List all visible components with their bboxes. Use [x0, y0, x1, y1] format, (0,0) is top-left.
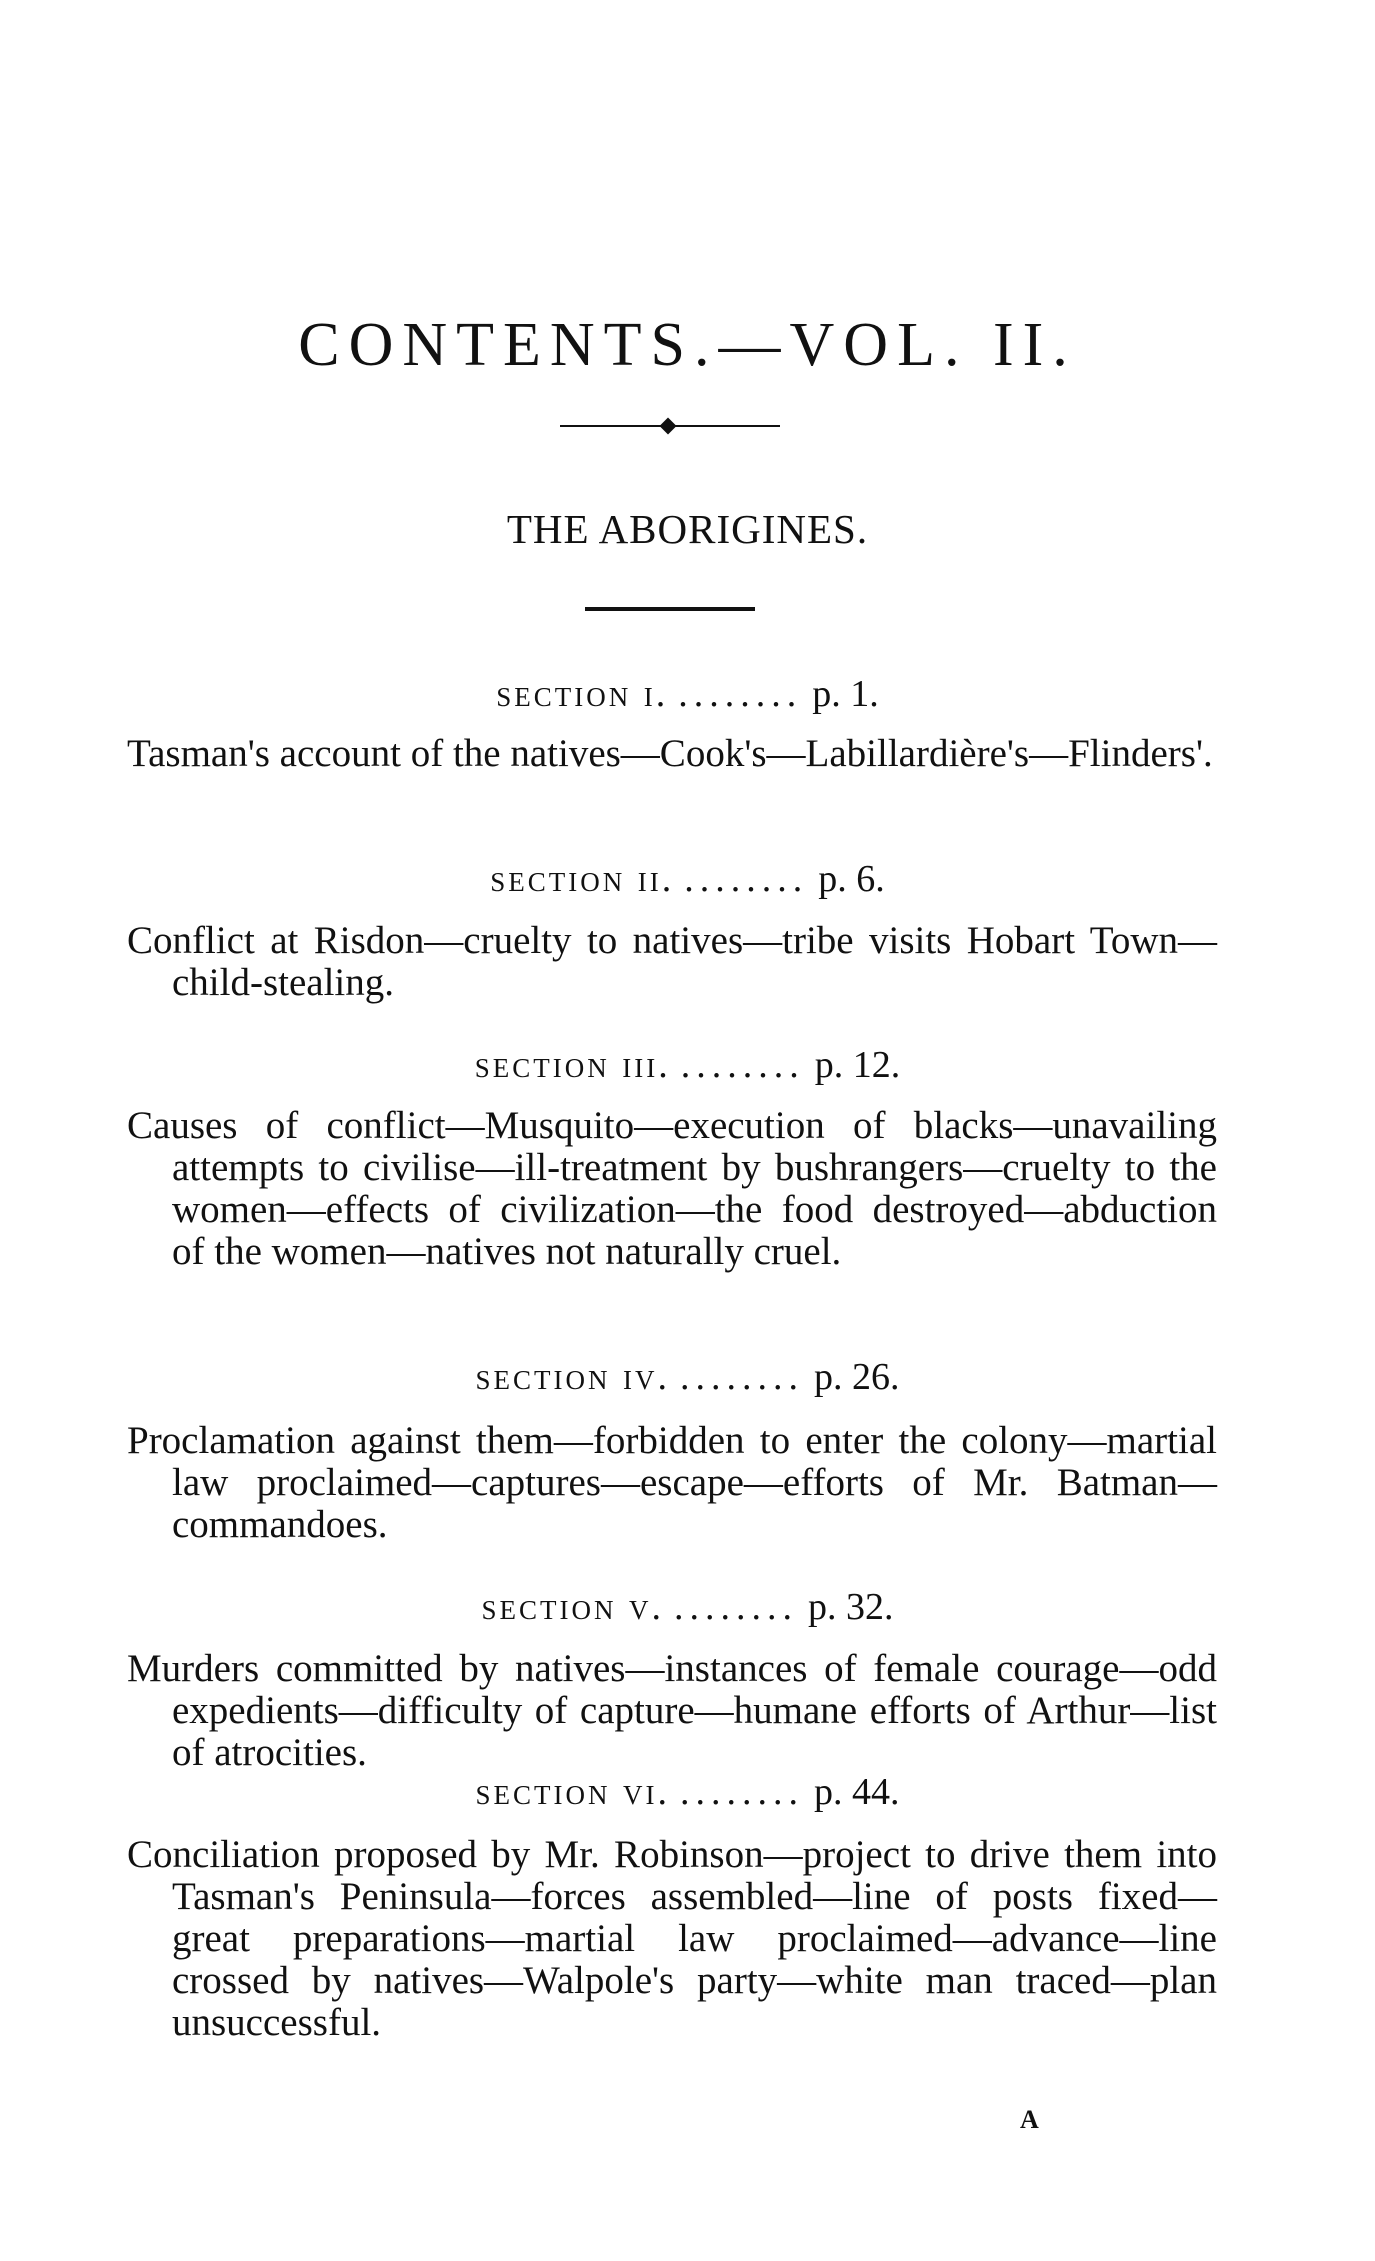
leader-dots: ........: [684, 858, 809, 900]
section-label: section ii.: [490, 858, 675, 900]
section-heading-2: [0, 857, 1375, 901]
section-description-2: Conflict at Risdon—cruelty to natives—tribe visits Hobart Town—child-stealing.: [127, 919, 1217, 1004]
page-number: p. 6.: [818, 858, 885, 900]
section-description-5: Murders committed by natives—instances of female courage—odd expedients—difficulty of capture—humane efforts of Arthur—list of atrocities.: [127, 1647, 1217, 1774]
page-number: p. 44.: [814, 1771, 900, 1813]
section-description-1: Tasman's account of the natives—Cook's—Labillardière's—Flinders'.: [127, 732, 1213, 775]
section-description-3: Causes of conflict—Musquito—execution of blacks—unavailing attempts to civilise—ill-treatment by bushrangers—cruelty to the women—effects of civilization—the food destroyed—abduction of the women—natives not naturally cruel.: [127, 1104, 1217, 1273]
section-heading-5: [0, 1585, 1375, 1629]
section-label: section i.: [496, 673, 669, 715]
divider-rule: [585, 607, 755, 611]
section-description-4: Proclamation against them—forbidden to enter the colony—martial law proclaimed—captures—escape—efforts of Mr. Batman—commandoes.: [127, 1419, 1217, 1546]
leader-dots: ........: [680, 1356, 804, 1398]
section-heading-3: [0, 1043, 1375, 1087]
section-heading-1: [0, 672, 1375, 716]
section-label: section iii.: [474, 1044, 671, 1086]
leader-dots: ........: [674, 1586, 798, 1628]
leader-dots: ........: [680, 1771, 804, 1813]
leader-dots: ........: [678, 673, 803, 715]
part-subtitle: THE ABORIGINES.: [506, 506, 869, 552]
page-number: p. 12.: [814, 1044, 901, 1086]
section-heading-6: [0, 1770, 1375, 1814]
section-label: section vi.: [475, 1771, 670, 1813]
signature-mark: A: [1020, 2105, 1039, 2134]
section-description-6: Conciliation proposed by Mr. Robinson—project to drive them into Tasman's Peninsula—forces assembled—line of posts fixed—great preparations—martial law proclaimed—advance—line crossed by natives—Walpole's party—white man traced—plan unsuccessful.: [127, 1833, 1217, 2044]
page-number: p. 32.: [808, 1586, 894, 1628]
page-title: CONTENTS.—VOL. II.: [298, 311, 1077, 379]
section-label: section iv.: [475, 1356, 670, 1398]
page-number: p. 1.: [812, 673, 879, 715]
section-heading-4: [0, 1355, 1375, 1399]
section-label: section v.: [481, 1586, 664, 1628]
diamond-icon: [660, 418, 677, 435]
ornament-divider: [560, 420, 780, 432]
leader-dots: ........: [680, 1044, 805, 1086]
page-number: p. 26.: [814, 1356, 900, 1398]
